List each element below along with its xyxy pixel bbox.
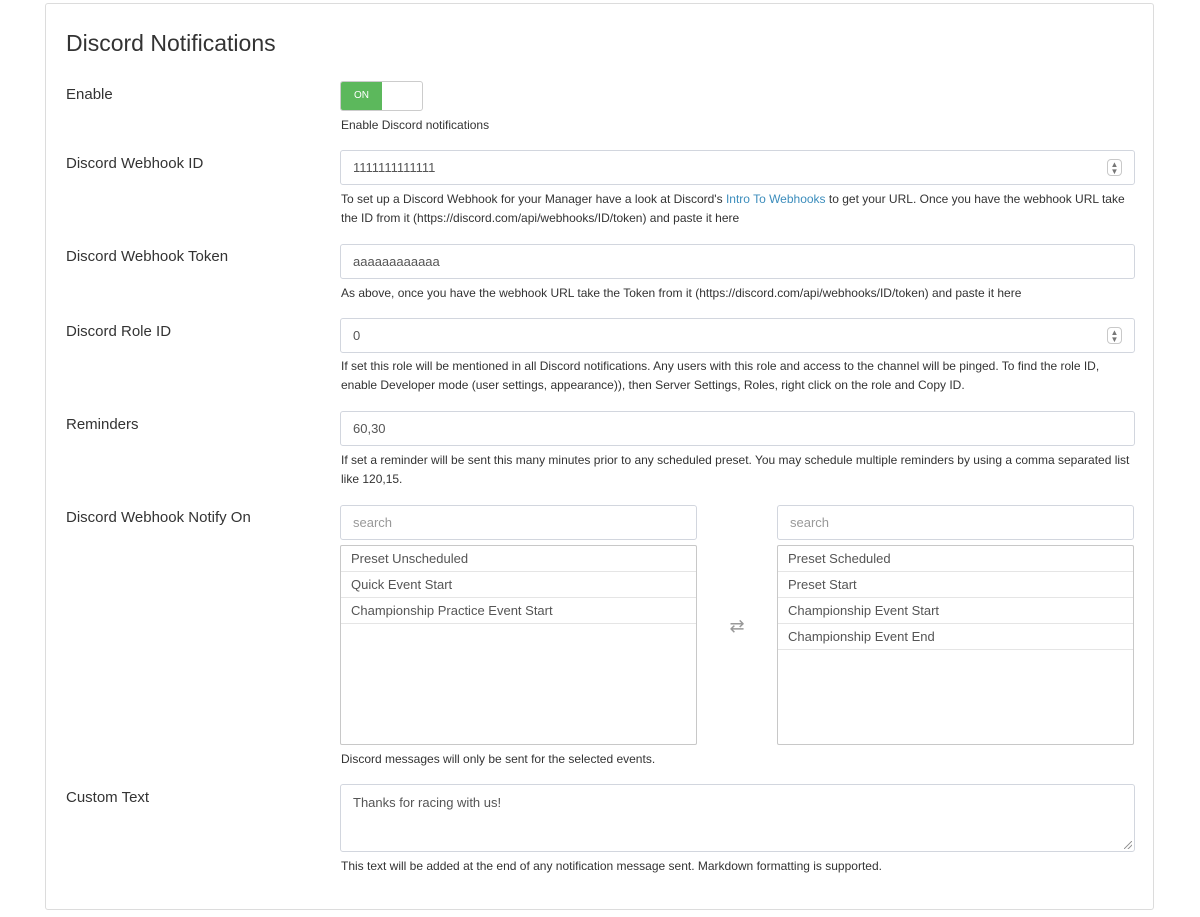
list-item[interactable]: Championship Event Start — [778, 598, 1133, 624]
webhook-token-value: aaaaaaaaaaaa — [353, 254, 440, 269]
webhook-id-help: To set up a Discord Webhook for your Manager have a look at Discord's Intro To Webhooks to get your URL. Once you have the webhook URL take the ID from it (https://discord.com/api/webhooks/ID/token) and paste it here — [341, 192, 1125, 225]
webhook-token-input[interactable] — [340, 244, 1135, 279]
webhook-id-input[interactable] — [340, 150, 1135, 185]
selected-events-list[interactable] — [777, 545, 1134, 745]
webhook-id-label: Discord Webhook ID — [66, 155, 204, 172]
reminders-label: Reminders — [66, 416, 139, 433]
webhook-token-help: As above, once you have the webhook URL take the Token from it (https://discord.com/api/webhooks/ID/token) and paste it here — [341, 286, 1022, 300]
reminders-input[interactable] — [340, 411, 1135, 446]
intro-to-webhooks-link[interactable]: Intro To Webhooks — [725, 192, 826, 206]
webhook-token-label: Discord Webhook Token — [66, 248, 229, 265]
number-spinner-icon[interactable]: ▲ ▼ — [1107, 327, 1122, 344]
available-search-input[interactable]: search — [340, 505, 697, 540]
page-title: Discord Notifications — [66, 30, 276, 56]
custom-text-value: Thanks for racing with us! — [353, 795, 502, 810]
custom-text-help: This text will be added at the end of any notification message sent. Markdown formatting is supported. — [341, 859, 882, 873]
available-events-list[interactable] — [340, 545, 697, 745]
reminders-help: If set a reminder will be sent this many minutes prior to any scheduled preset. You may schedule multiple reminders by using a comma separated list like 120,15. — [341, 453, 1130, 486]
list-item[interactable]: Quick Event Start — [341, 572, 696, 598]
swap-arrows-icon: ⇄ — [729, 616, 745, 636]
notify-on-label: Discord Webhook Notify On — [66, 509, 251, 526]
webhook-id-value: 1111111111111 — [353, 160, 436, 175]
list-item[interactable]: Preset Start — [778, 572, 1133, 598]
list-item[interactable]: Preset Unscheduled — [341, 546, 696, 572]
toggle-on-state: ON — [341, 82, 382, 110]
reminders-value: 60,30 — [353, 421, 386, 436]
enable-help: Enable Discord notifications — [341, 118, 490, 132]
resize-grip-icon[interactable] — [1124, 841, 1132, 849]
role-id-help: If set this role will be mentioned in all Discord notifications. Any users with this role and access to the channel will be pinged. To find the role ID, enable Developer mode (user settings, appearance)), then Server Settings, Roles, right click on the role and Copy ID. — [341, 359, 1100, 392]
custom-text-label: Custom Text — [66, 789, 150, 806]
role-id-value: 0 — [353, 328, 361, 343]
list-item[interactable]: Championship Practice Event Start — [341, 598, 696, 624]
role-id-input[interactable] — [340, 318, 1135, 353]
enable-label: Enable — [66, 86, 113, 103]
discord-notifications-panel — [45, 3, 1154, 910]
custom-text-textarea[interactable] — [340, 784, 1135, 852]
notify-on-help: Discord messages will only be sent for the selected events. — [341, 752, 656, 766]
list-item[interactable]: Preset Scheduled — [778, 546, 1133, 572]
role-id-label: Discord Role ID — [66, 323, 172, 340]
number-spinner-icon[interactable]: ▲ ▼ — [1107, 159, 1122, 176]
selected-search-input[interactable]: search — [777, 505, 1134, 540]
list-item[interactable]: Championship Event End — [778, 624, 1133, 650]
enable-toggle[interactable] — [340, 81, 423, 111]
